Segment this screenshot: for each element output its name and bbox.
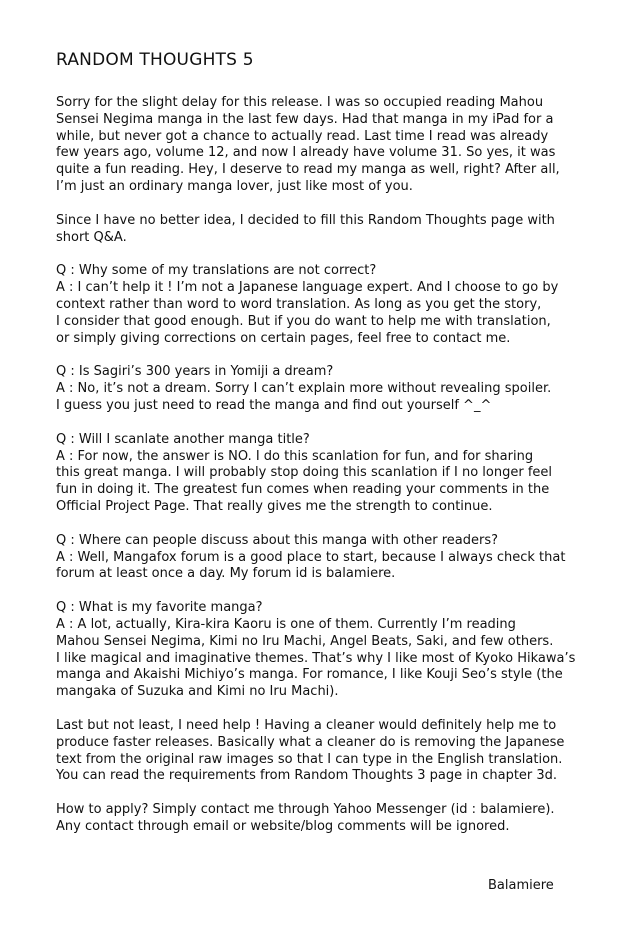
help-paragraph: Last but not least, I need help ! Having a cleaner would definitely help me to produce faster releases. Basically what a cleaner do is removing the Japanese text from the original raw images so that I can type in the English translation. You can read the requirements from Random Thoughts 3 page in chapter 3d.: [56, 717, 565, 784]
question: Q : Is Sagiri’s 300 years in Yomiji a dream?: [56, 364, 334, 380]
document-body: [56, 50, 576, 853]
question: Q : What is my favorite manga?: [56, 600, 263, 616]
signature: Balamiere: [488, 878, 554, 893]
answer: A : I can’t help it ! I’m not a Japanese language expert. And I choose to go by context rather than word to word translation. As long as you get the story, I consider that good enough. But if you do want to help me with translation, or simply giving corrections on certain pages, feel free to contact me.: [56, 280, 559, 346]
qa-item-another-title: [56, 432, 576, 516]
question: Q : Where can people discuss about this manga with other readers?: [56, 532, 499, 548]
answer: A : A lot, actually, Kira-kira Kaoru is one of them. Currently I’m reading Mahou Sensei Negima, Kimi no Iru Machi, Angel Beats, Saki, and few others. I like magical and imaginative themes. That’s why I like most of Kyoko Hikawa’s manga and Akaishi Michiyo’s manga. For romance, I like Kouji Seo’s style (the mangaka of Suzuka and Kimi no Iru Machi).: [56, 616, 576, 700]
qa-item-translations: [56, 263, 576, 347]
answer: A : Well, Mangafox forum is a good place to start, because I always check that forum at least once a day. My forum id is balamiere.: [56, 549, 566, 582]
qa-item-discussion: [56, 533, 576, 583]
answer: A : For now, the answer is NO. I do this scanlation for fun, and for sharing this great manga. I will probably stop doing this scanlation if I no longer feel fun in doing it. The greatest fun comes when reading your comments in the Official Project Page. That really gives me the strength to continue.: [56, 448, 553, 514]
page-title: RANDOM THOUGHTS 5: [56, 50, 254, 70]
question: Q : Will I scanlate another manga title?: [56, 431, 310, 447]
intro-paragraph-2: Since I have no better idea, I decided to fill this Random Thoughts page with short Q&A.: [56, 212, 555, 245]
qa-item-favorite-manga: [56, 600, 576, 701]
qa-item-sagiri: [56, 364, 576, 414]
answer: A : No, it’s not a dream. Sorry I can’t explain more without revealing spoiler. I guess you just need to read the manga and find out yourself ^_^: [56, 381, 552, 413]
intro-paragraph: Sorry for the slight delay for this release. I was so occupied reading Mahou Sensei Negima manga in the last few days. Had that manga in my iPad for a while, but never got a chance to actually read. Last time I read was already few years ago, volume 12, and now I already have volume 31. So yes, it was quite a fun reading. Hey, I deserve to read my manga as well, right? After all, I’m just an ordinary manga lover, just like most of you.: [56, 95, 560, 194]
question: Q : Why some of my translations are not correct?: [56, 263, 377, 279]
apply-paragraph: How to apply? Simply contact me through Yahoo Messenger (id : balamiere). Any contact through email or website/blog comments will be ignored.: [56, 802, 555, 834]
